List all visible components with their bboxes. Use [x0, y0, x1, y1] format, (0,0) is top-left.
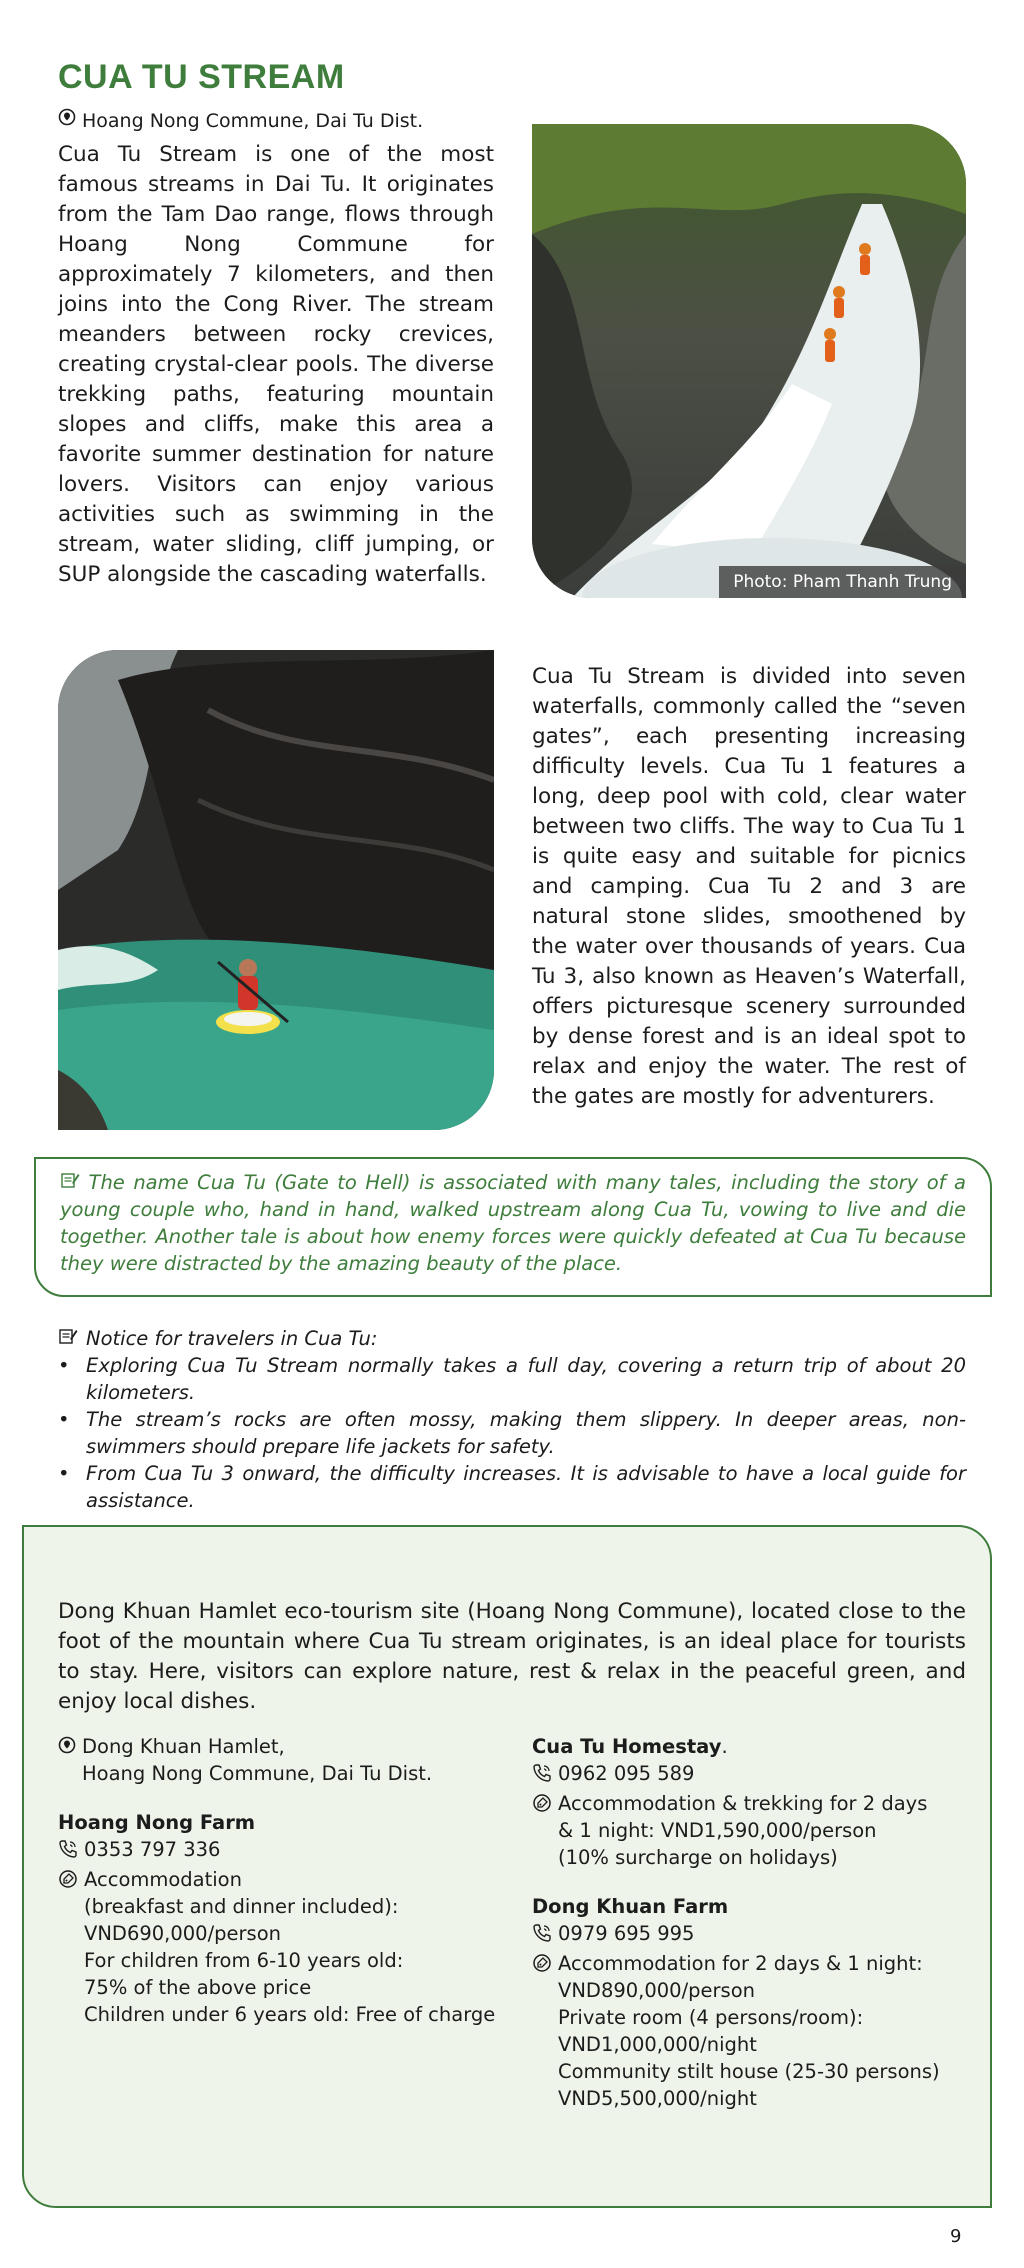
address-row	[58, 1733, 498, 1787]
location-text: Hoang Nong Commune, Dai Tu Dist.	[82, 109, 424, 132]
seven-gates-paragraph: Cua Tu Stream is divided into seven waterfalls, commonly called the “seven gates”, each presenting increasing difficulty levels. Cua Tu 1 features a long, deep pool with cold, clear water between two cliffs. The way to Cua Tu 1 is quite easy and suitable for picnics and camping. Cua Tu 2 and 3 are natural stone slides, smoothened by the water over thousands of years. Cua Tu 3, also known as Heaven’s Waterfall, offers picturesque scenery surrounded by dense forest and is an ideal spot to relax and enjoy the water. The rest of the gates are mostly for adventurers.	[532, 664, 966, 1109]
offer-line: (10% surcharge on holidays)	[558, 1846, 838, 1869]
legend-callout	[34, 1157, 992, 1297]
offer-row	[532, 1950, 972, 2112]
offer-line: Accommodation for 2 days & 1 night:	[558, 1952, 923, 1975]
offer-line: VND5,500,000/night	[558, 2087, 757, 2110]
cua-tu-homestay-name: Cua Tu Homestay.	[532, 1735, 728, 1758]
offer-row	[58, 1866, 498, 2028]
page-title: CUA TU STREAM	[58, 58, 345, 96]
address-line: Dong Khuan Hamlet,	[82, 1735, 285, 1758]
notice-heading	[58, 1325, 966, 1352]
dong-khuan-farm-name: Dong Khuan Farm	[532, 1895, 729, 1918]
traveler-notice	[58, 1325, 966, 1514]
location-pin-icon	[58, 108, 76, 133]
offer-line: Children under 6 years old: Free of charge	[84, 2003, 496, 2026]
phone-row	[58, 1836, 498, 1866]
phone-icon	[532, 1763, 552, 1790]
phone-number: 0979 695 995	[558, 1922, 695, 1945]
location-line	[58, 108, 423, 133]
tag-icon	[58, 1869, 78, 1896]
offer-line: Community stilt house (25-30 persons)	[558, 2060, 940, 2083]
offer-line: VND690,000/person	[84, 1922, 281, 1945]
list-item: • From Cua Tu 3 onward, the difficulty increases. It is advisable to have a local guide for assistance.	[58, 1460, 966, 1514]
offer-line: Private room (4 persons/room):	[558, 2006, 864, 2029]
offer-line: 75% of the above price	[84, 1976, 312, 1999]
offer-line: VND1,000,000/night	[558, 2033, 757, 2056]
phone-icon	[532, 1923, 552, 1950]
list-item: • The stream’s rocks are often mossy, making them slippery. In deeper areas, non-swimmers should prepare life jackets for safety.	[58, 1406, 966, 1460]
sup-paddling-photo	[58, 650, 494, 1130]
offer-line: Accommodation & trekking for 2 days	[558, 1792, 928, 1815]
notice-list	[58, 1352, 966, 1514]
intro-paragraph: Cua Tu Stream is one of the most famous streams in Dai Tu. It originates from the Tam Dao range, flows through Hoang Nong Commune for approximately 7 kilometers, and then joins into the Cong River. The stream meanders between rocky crevices, creating crystal-clear pools. The diverse trekking paths, featuring mountain slopes and cliffs, make this area a favorite summer destination for nature lovers. Visitors can enjoy various activities such as swimming in the stream, water sliding, cliff jumping, or SUP alongside the cascading waterfalls.	[58, 142, 494, 587]
legend-text: The name Cua Tu (Gate to Hell) is associated with many tales, including the story of a young couple who, hand in hand, walked upstream along Cua Tu, vowing to live and die together. Another tale is about how enemy forces were quickly defeated at Cua Tu because they were distracted by the amazing beauty of the place.	[60, 1171, 967, 1275]
list-item: • Exploring Cua Tu Stream normally takes a full day, covering a return trip of about 20 kilometers.	[58, 1352, 966, 1406]
offer-line: Accommodation	[84, 1868, 242, 1891]
page-number: 9	[950, 2226, 962, 2247]
notice-title-text: Notice for travelers in Cua Tu:	[86, 1327, 378, 1350]
offer-row	[532, 1790, 972, 1871]
note-icon	[58, 1325, 78, 1352]
hoang-nong-farm-name: Hoang Nong Farm	[58, 1811, 256, 1834]
eco-tourism-intro: Dong Khuan Hamlet eco-tourism site (Hoang Nong Commune), located close to the foot of the mountain where Cua Tu stream originates, is an ideal place for tourists to stay. Here, visitors can explore nature, rest & relax in the peaceful green, and enjoy local dishes.	[58, 1599, 966, 1714]
location-pin-icon	[58, 1736, 76, 1763]
offer-line: & 1 night: VND1,590,000/person	[558, 1819, 877, 1842]
photo-credit: Photo: Pham Thanh Trung	[719, 566, 966, 598]
phone-row	[532, 1760, 972, 1790]
legend-callout-text	[60, 1169, 966, 1277]
tag-icon	[532, 1953, 552, 1980]
left-info-column	[58, 1733, 498, 2028]
phone-icon	[58, 1839, 78, 1866]
offer-line: (breakfast and dinner included):	[84, 1895, 399, 1918]
right-info-column	[532, 1733, 972, 2112]
note-icon	[60, 1169, 80, 1196]
phone-row	[532, 1920, 972, 1950]
address-line: Hoang Nong Commune, Dai Tu Dist.	[82, 1762, 433, 1785]
phone-number: 0962 095 589	[558, 1762, 695, 1785]
waterfall-canyoning-photo	[532, 124, 966, 598]
phone-number: 0353 797 336	[84, 1838, 221, 1861]
offer-line: For children from 6-10 years old:	[84, 1949, 404, 1972]
offer-line: VND890,000/person	[558, 1979, 755, 2002]
tag-icon	[532, 1793, 552, 1820]
